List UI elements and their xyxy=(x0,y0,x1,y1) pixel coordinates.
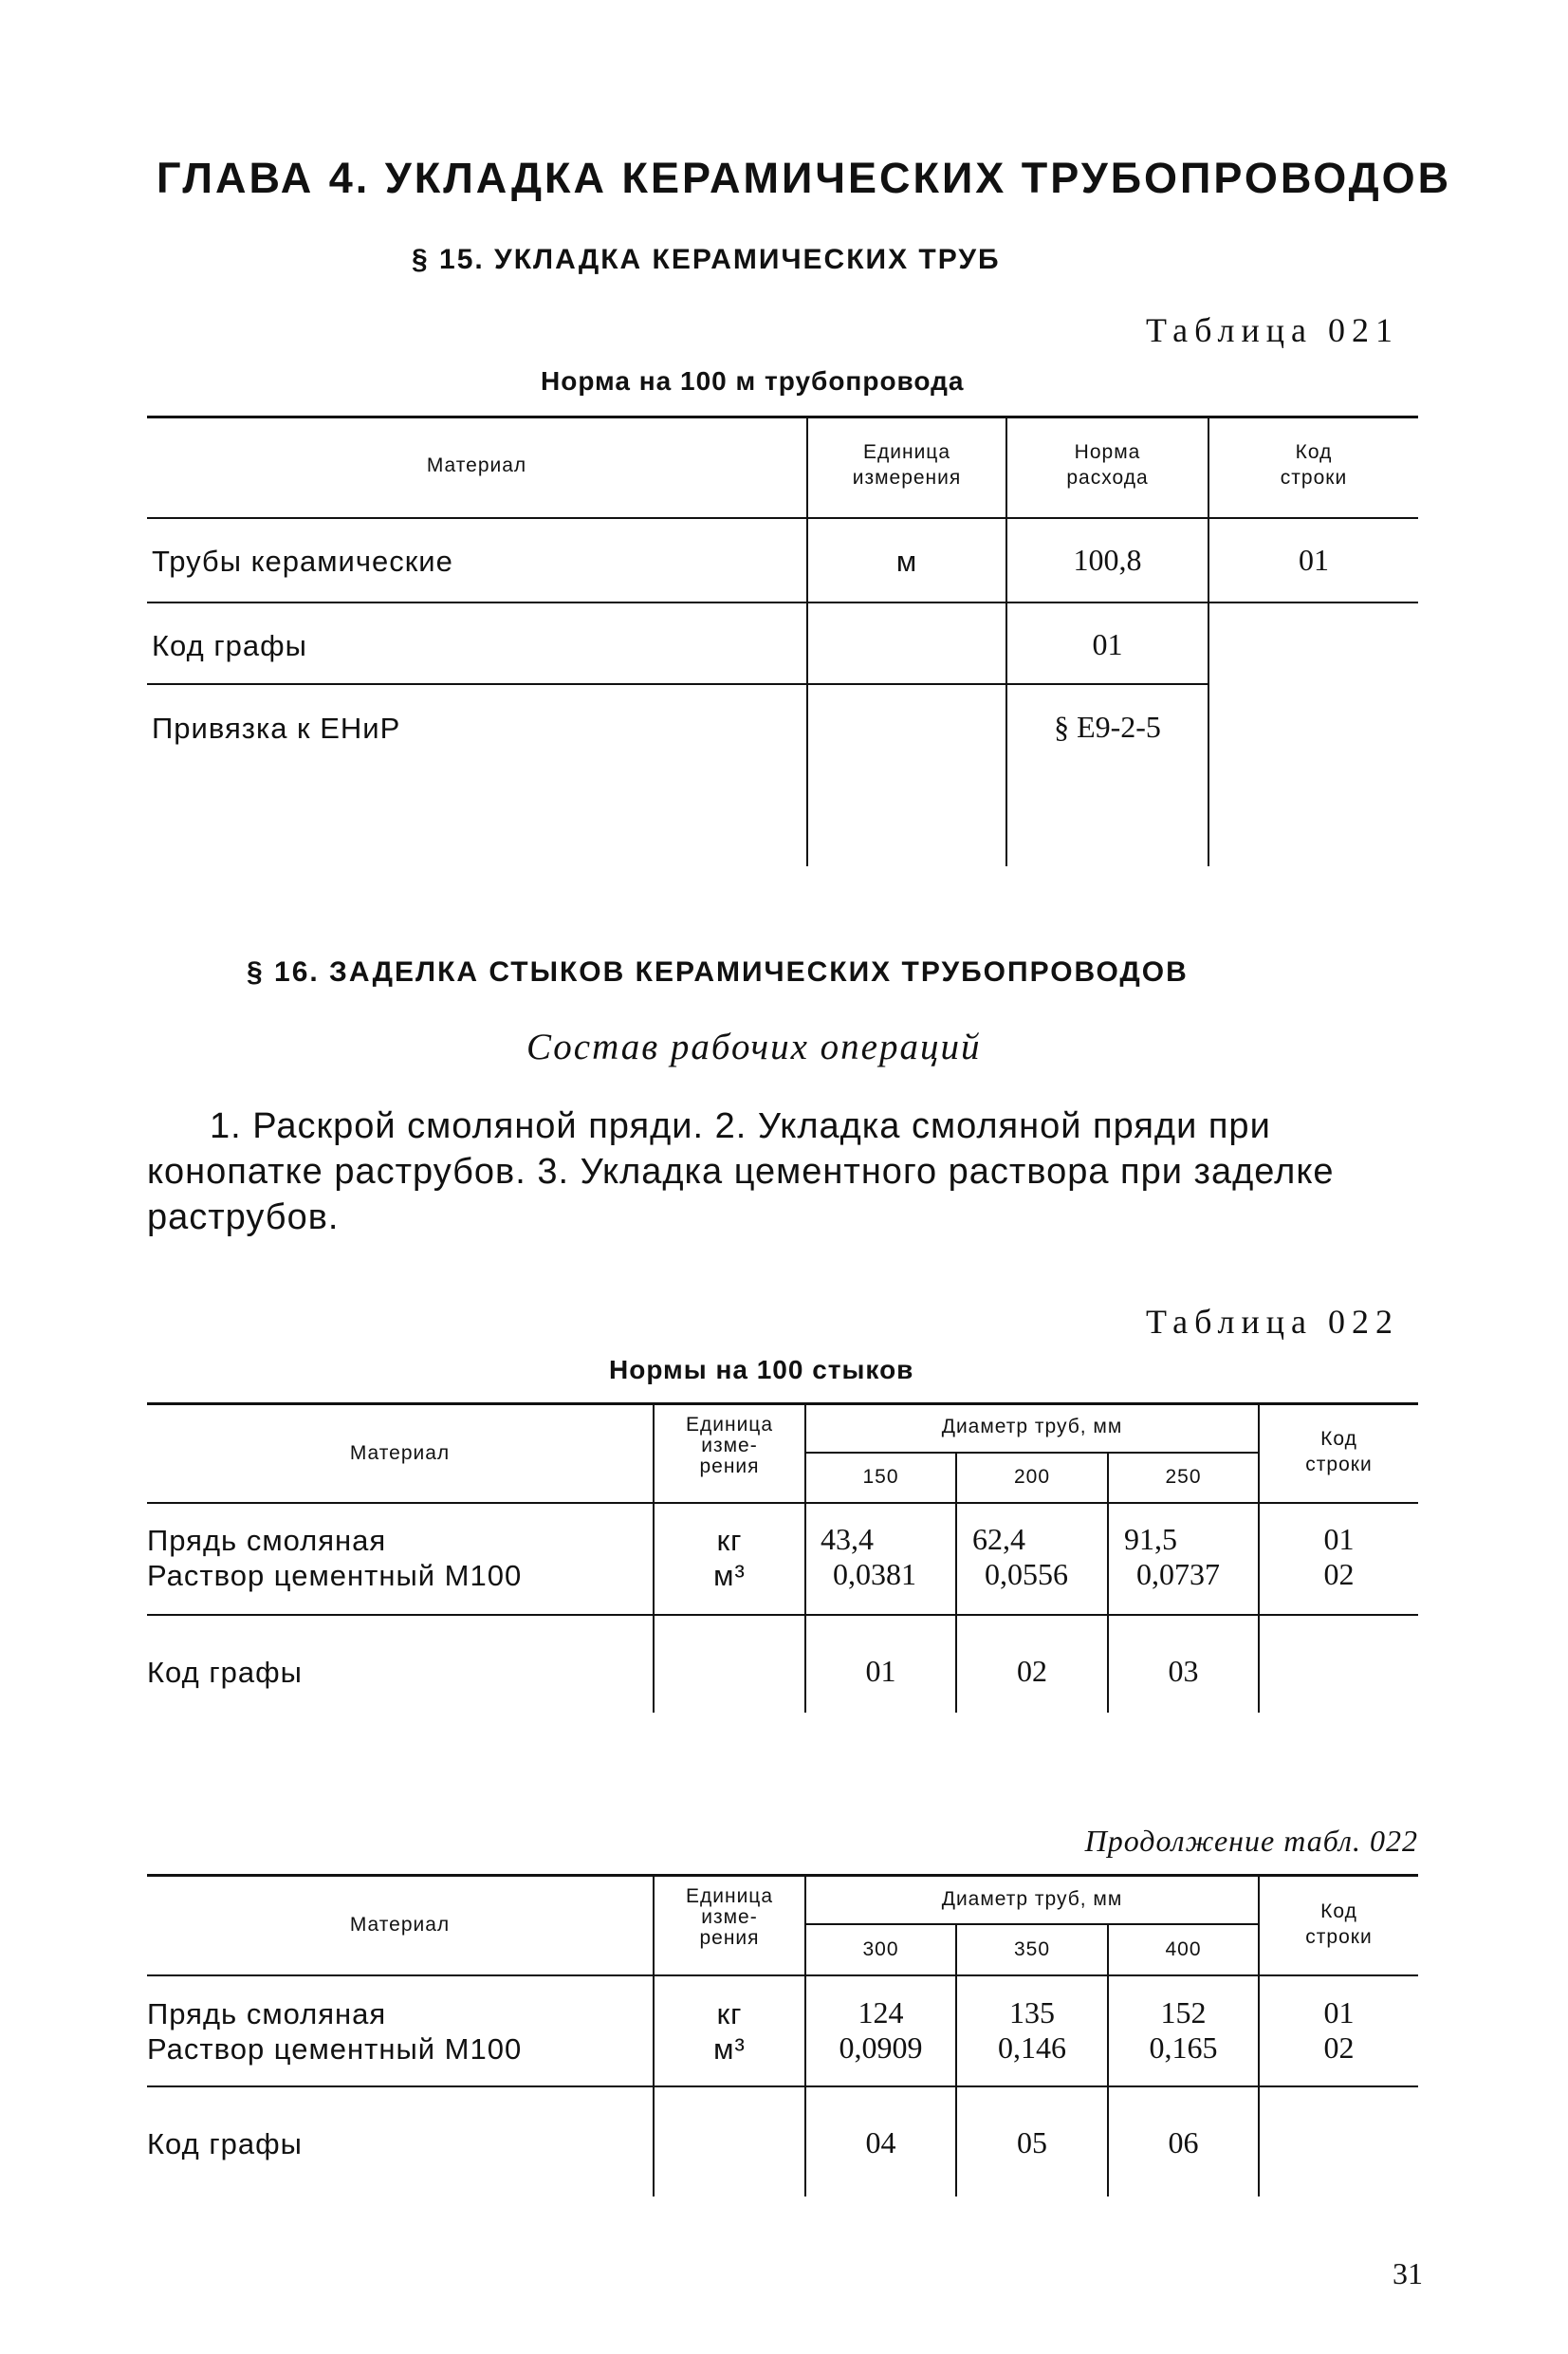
value-cell: 135 xyxy=(1009,1995,1055,2030)
row-unit: кг xyxy=(716,1524,743,1557)
header-diameter: Диаметр труб, мм xyxy=(941,1888,1123,1910)
row-material: Прядь смоляная xyxy=(147,1997,387,2030)
row-unit: м³ xyxy=(713,2032,746,2066)
value-cell: 62,4 xyxy=(972,1522,1025,1556)
graph-code: 02 xyxy=(1017,1654,1047,1688)
header-unit: Единица изме- рения xyxy=(685,1414,774,1477)
header-unit: Единица изме- рения xyxy=(685,1885,774,1949)
section-15-title: § 15. УКЛАДКА КЕРАМИЧЕСКИХ ТРУБ xyxy=(412,244,1001,275)
row-material: Трубы керамические xyxy=(152,545,453,578)
row-norm: 01 xyxy=(1092,627,1123,661)
row-material: Код графы xyxy=(152,629,307,662)
row-unit: кг xyxy=(716,1997,743,2030)
row-code: 01 xyxy=(1299,543,1329,577)
value-cell: 0,0381 xyxy=(833,1557,916,1591)
graph-code: 05 xyxy=(1017,2125,1047,2159)
header-code: Код строки xyxy=(1305,1900,1373,1948)
header-material: Материал xyxy=(426,454,527,476)
value-cell: 0,146 xyxy=(998,2030,1066,2065)
value-cell: 0,165 xyxy=(1149,2030,1218,2065)
row-material: Привязка к ЕНиР xyxy=(152,712,401,745)
row-material: Код графы xyxy=(147,1656,303,1689)
operations-heading: Состав рабочих операций xyxy=(526,1027,982,1067)
diameter-300: 300 xyxy=(862,1938,899,1960)
graph-code: 03 xyxy=(1168,1654,1199,1688)
row-material: Прядь смоляная xyxy=(147,1524,387,1557)
header-norm: Норма расхода xyxy=(1066,441,1149,489)
value-cell: 0,0737 xyxy=(1136,1557,1220,1591)
header-code: Код строки xyxy=(1305,1428,1373,1475)
value-cell: 91,5 xyxy=(1124,1522,1177,1556)
value-cell: 152 xyxy=(1160,1995,1207,2030)
row-norm: 100,8 xyxy=(1073,543,1142,577)
diameter-350: 350 xyxy=(1013,1938,1051,1960)
chapter-title: ГЛАВА 4. УКЛАДКА КЕРАМИЧЕСКИХ ТРУБОПРОВОДОВ xyxy=(157,154,1452,202)
diameter-200: 200 xyxy=(1013,1466,1051,1488)
row-unit: м xyxy=(895,545,918,578)
row-code: 02 xyxy=(1323,1557,1355,1591)
table-022-title: Нормы на 100 стыков xyxy=(609,1355,914,1384)
row-material: Код графы xyxy=(147,2127,303,2160)
graph-code: 01 xyxy=(865,1654,896,1688)
header-material: Материал xyxy=(349,1914,451,1936)
row-norm: § Е9-2-5 xyxy=(1054,710,1161,744)
row-material: Раствор цементный М100 xyxy=(147,1559,523,1592)
header-unit: Единица измерения xyxy=(852,441,962,489)
row-code: 01 xyxy=(1323,1995,1355,2030)
row-unit: м³ xyxy=(713,1559,746,1592)
graph-code: 06 xyxy=(1168,2125,1199,2159)
table-021-number: Таблица 021 xyxy=(1146,311,1399,349)
graph-code: 04 xyxy=(865,2125,896,2159)
diameter-250: 250 xyxy=(1165,1466,1202,1488)
table-022-continuation-caption: Продолжение табл. 022 xyxy=(1084,1824,1418,1858)
value-cell: 0,0909 xyxy=(839,2030,923,2065)
value-cell: 124 xyxy=(858,1995,904,2030)
header-diameter: Диаметр труб, мм xyxy=(941,1416,1123,1437)
row-code: 02 xyxy=(1323,2030,1355,2065)
table-021-title: Норма на 100 м трубопровода xyxy=(541,366,965,396)
row-code: 01 xyxy=(1323,1522,1355,1556)
table-022-number: Таблица 022 xyxy=(1146,1303,1399,1341)
row-material: Раствор цементный М100 xyxy=(147,2032,523,2066)
value-cell: 0,0556 xyxy=(985,1557,1068,1591)
operations-paragraph: 1. Раскрой смоляной пряди. 2. Укладка смоляной пряди при конопатке раструбов. 3. Укладка цементного раствора при заделке раструбов. xyxy=(147,1106,1335,1237)
header-code: Код строки xyxy=(1280,441,1348,489)
page-number: 31 xyxy=(1393,2256,1423,2290)
section-16-title: § 16. ЗАДЕЛКА СТЫКОВ КЕРАМИЧЕСКИХ ТРУБОПРОВОДОВ xyxy=(247,956,1189,988)
value-cell: 43,4 xyxy=(821,1522,874,1556)
header-material: Материал xyxy=(349,1442,451,1464)
diameter-400: 400 xyxy=(1165,1938,1202,1960)
diameter-150: 150 xyxy=(862,1466,899,1488)
